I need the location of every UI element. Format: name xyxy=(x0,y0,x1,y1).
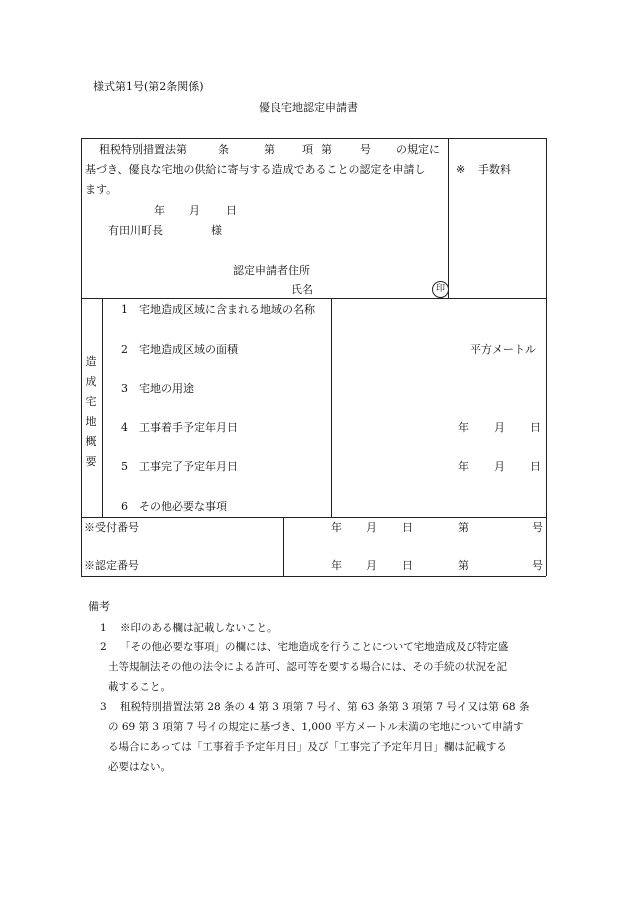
note-3-line-2: の 69 第 3 項第 7 号イの規定に基づき、1,000 平方メートル未満の宅地について申請す xyxy=(108,721,524,733)
dai-label: 第 xyxy=(264,143,275,156)
note-3-line-4: 必要はない。 xyxy=(108,761,171,773)
cert-number-label: ※認定番号 xyxy=(84,559,139,572)
date-day: 日 xyxy=(226,204,237,217)
application-form-page: 様式第1号(第2条関係) 優良宅地認定申請書 租税特別措置法第 条 第 項 第 号 の規定に 基づき、優良な宅地の供給に寄与する造成であることの認定を申請し ます。 年 月 日 有田川町長 様 認定申請者住所 氏名 印 ※ 手数料 造 成 宅 地 概 要 1 宅地造成区域に含まれる地域の名称 2 宅地造成区域の面積 平方メートル 3 宅地の用途 4 工事着手予定年月日 年 月 日 5 工事完了予定年月日 年 月 日 6 その他必要な事項 ※受付番号 年 月 日 第 号 ※認定番号 年 月 日 第 号 備考 1 ※印のある欄は記載しないこと。 2 「その他必要な事項」の欄には、宅地造成を行うことについて宅地造成及び特定盛 土等規制法その他の法令による許可、認可等を要する場合には、その手続の状況を記 載すること。 3 租税特別措置法第 28 条の 4 第 3 項第 7 号イ、第 63 条第 3 項第 7 号イ又は第 68 条 の 69 第 3 項第 7 号イの規定に基づき、1,000 平方メートル未満の宅地について申請す る場合にあっては「工事着手予定年月日」及び「工事完了予定年月日」欄は記載する 必要はない。 xyxy=(0,0,630,903)
addressee: 有田川町長 xyxy=(108,224,163,237)
form-number: 様式第1号(第2条関係) xyxy=(93,80,204,93)
page-title: 優良宅地認定申請書 xyxy=(259,101,358,114)
statement-line-3: ます。 xyxy=(85,183,118,196)
note-2-line-3: 載すること。 xyxy=(108,681,171,693)
fee-mark: ※ xyxy=(456,163,466,176)
note-1: ※印のある欄は記載しないこと。 xyxy=(120,622,278,634)
seal-mark: 印 xyxy=(432,281,449,298)
date-year: 年 xyxy=(154,204,165,217)
jou-label: 条 xyxy=(218,143,229,156)
law-label: 租税特別措置法第 xyxy=(99,143,187,156)
addressee-honorific: 様 xyxy=(211,224,222,237)
applicant-name-label: 氏名 xyxy=(291,283,313,296)
note-2-line-2: 土等規制法その他の法令による許可、認可等を要する場合には、その手続の状況を記 xyxy=(108,661,507,673)
kou-label: 項 xyxy=(302,143,313,156)
dai2-label: 第 xyxy=(321,143,332,156)
area-unit: 平方メートル xyxy=(470,343,536,356)
regulation-label: の規定に xyxy=(396,143,440,156)
statement-line-2: 基づき、優良な宅地の供給に寄与する造成であることの認定を申請し xyxy=(85,163,426,176)
gou-label: 号 xyxy=(360,143,371,156)
receipt-number-label: ※受付番号 xyxy=(84,521,139,534)
note-3-line-1: 租税特別措置法第 28 条の 4 第 3 項第 7 号イ、第 63 条第 3 項第 7 号イ又は第 68 条 xyxy=(120,701,530,713)
applicant-address-label: 認定申請者住所 xyxy=(233,264,310,277)
overview-side-label: 造 成 宅 地 概 要 xyxy=(85,355,97,468)
note-3-line-3: る場合にあっては「工事着手予定年月日」及び「工事完了予定年月日」欄は記載する xyxy=(108,741,507,753)
fee-label: 手数料 xyxy=(478,163,511,176)
notes-heading: 備考 xyxy=(88,600,110,613)
note-2-line-1: 「その他必要な事項」の欄には、宅地造成を行うことについて宅地造成及び特定盛 xyxy=(120,641,509,653)
date-month: 月 xyxy=(189,204,200,217)
